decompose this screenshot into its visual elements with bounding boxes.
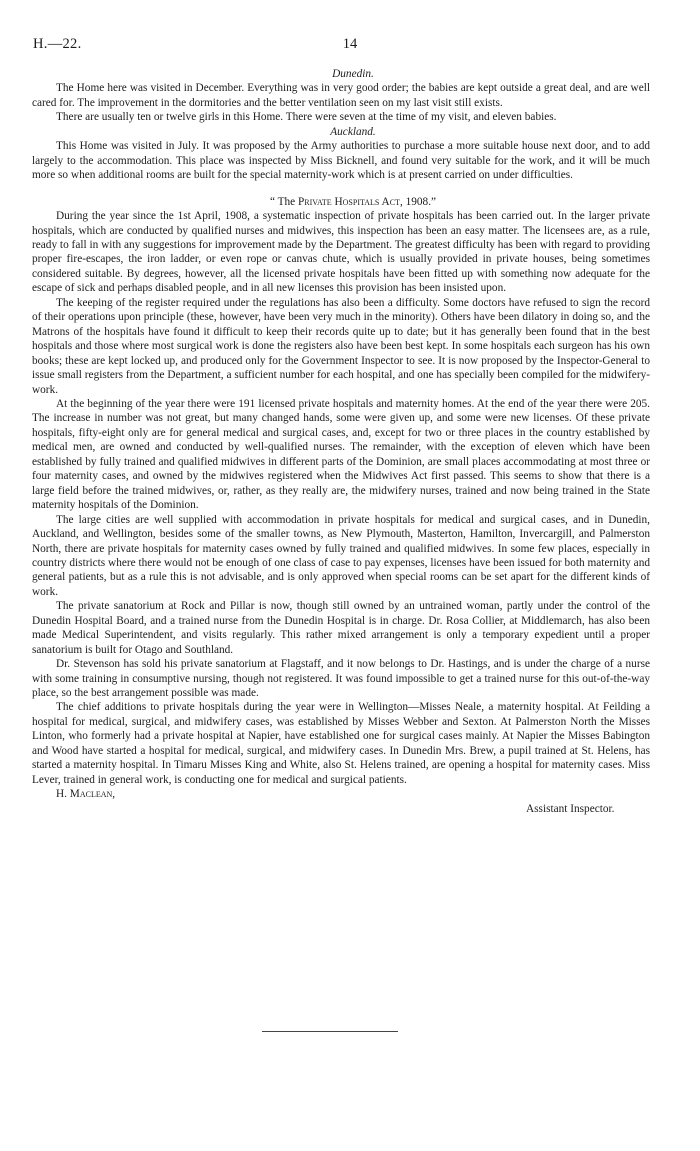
closing-rule [262,1031,398,1032]
report-reference: H.—22. [33,36,82,52]
heading-open-quote: “ The [269,195,298,208]
signature-title: Assistant Inspector. [526,802,615,815]
paragraph: At the beginning of the year there were 191 licensed private hospitals and maternity homes. At the end of the year there were 205. The increase in number was not great, but many changed hands, some were given up, and some were new licenses. Of these private hospitals, fifty-eight only are for general medical and surgical cases, and, except for two or three places in the country established by medical men, are owned and conducted by well-qualified nurses. The remainder, with the exception of eleven which have been established by fully trained and qualified midwives in different parts of the Dominion, are small places accommodating at most three or four maternity cases, and owned by the midwives registered when the Midwives Act first passed. This seems to show that there is a large field before the trained midwives, or, rather, as they really are, the midwifery nurses, trained and now being trained in the State maternity hospitals of the Dominion. [32,397,650,512]
section-heading-auckland: Auckland. [330,125,376,138]
heading-act-year: , 1908.” [399,195,437,208]
paragraph: The large cities are well supplied with accommodation in private hospitals for medical and surgical cases, and in Dunedin, Auckland, and Wellington, besides some of the smaller towns, as New Plymouth, Masterton, Hamilton, Invercargill, and Palmerston North, there are private hospitals for maternity cases owned by fully trained and qualified midwives. In some few places, especially in country districts where there would not be enough of one class of case to pay expenses, licenses have been issued for both maternity and general patients, but as a rule this is not advisable, and is only approved when special rooms can be set apart for the different kinds of work. [32,513,650,598]
paragraph: The Home here was visited in December. Everything was in very good order; the babies are kept outside a great deal, and are well cared for. The improvement in the dormitories and the better ventilation seen on my last visit still exists. [32,82,650,109]
page-number: 14 [342,36,358,52]
paragraph: The keeping of the register required under the regulations has also been a difficulty. Some doctors have refused to sign the record of their operations upon principle (these, however, have been very much in the minority). Others have been dilatory in doing so, and the Matrons of the hospitals have found it difficult to keep their records quite up to date; but it has generally been found that in the best hospitals and those where most surgical work is done the registers also have been best kept. In some hospitals each surgeon has his own books; these are kept locked up, and produced only for the Government Inspector to see. It is now proposed by the Inspector-General to issue small registers from the Department, a sufficient number for each hospital, and one has specially been compiled for the midwifery-work. [32,296,650,396]
paragraph: During the year since the 1st April, 1908, a systematic inspection of private hospitals has been carried out. In the larger private hospitals, which are conducted by qualified nurses and midwives, this inspection has been an easy matter. The licensees are, as a rule, ready to fall in with any suggestions for improvement made by the Department. The greatest difficulty has been with regard to providing proper fire-escapes, the iron ladder, or even rope or canvas chute, which is usually provided in private houses, being sometimes considered suitable. By degrees, however, all the licensed private hospitals have been fitted up with something now adequate for the escape of sick and perhaps disabled people, and in all new licenses this provision has been insisted upon. [32,210,650,295]
section-heading-private-hospitals-act [32,195,650,209]
paragraph: The chief additions to private hospitals during the year were in Wellington—Misses Neale, a maternity hospital. At Feilding a hospital for medical, surgical, and midwifery cases, was established by Misses Webber and Sexton. At Palmerston North the Misses Linton, who formerly had a private hospital at Napier, have established one for surgical cases mainly. At Napier the Misses Babington and Wood have started a hospital for medical, surgical, and midwifery cases. In Dunedin Mrs. Brew, a pupil trained at St. Helens, has started a maternity hospital. In Timaru Misses King and White, also St. Helens trained, are opening a hospital for maternity cases. Miss Lever, trained in general work, is conducting one for medical and surgical patients. [32,701,650,786]
signature-name: H. Maclean, [56,788,116,801]
paragraph: Dr. Stevenson has sold his private sanatorium at Flagstaff, and it now belongs to Dr. Hastings, and is under the charge of a nurse with some training in consumptive nursing, though not registered. It was found impossible to get a trained nurse for this out-of-the-way place, so the best arrangement possible was made. [32,658,650,700]
heading-act-title: Private Hospitals Act [297,195,400,208]
paragraph: This Home was visited in July. It was proposed by the Army authorities to purchase a more suitable house next door, and to add largely to the accommodation. This place was inspected by Miss Bicknell, and found very suitable for the work, and it will be much more so when additional rooms are built for the special maternity-work which is at present carried on under difficulties. [32,140,650,182]
report-body [32,67,650,816]
section-heading-dunedin: Dunedin. [332,68,374,80]
paragraph: The private sanatorium at Rock and Pillar is now, though still owned by an untrained woman, partly under the control of the Dunedin Hospital Board, and a trained nurse from the Dunedin Hospital is in charge. Dr. Rosa Collier, at Middlemarch, has also been made Medical Superintendent, and visits regularly. This rather mixed arrangement is only a temporary expedient until a proper sanatorium is built for Otago and Southland. [32,600,650,656]
paragraph: There are usually ten or twelve girls in this Home. There were seven at the time of my visit, and eleven babies. [56,111,557,124]
